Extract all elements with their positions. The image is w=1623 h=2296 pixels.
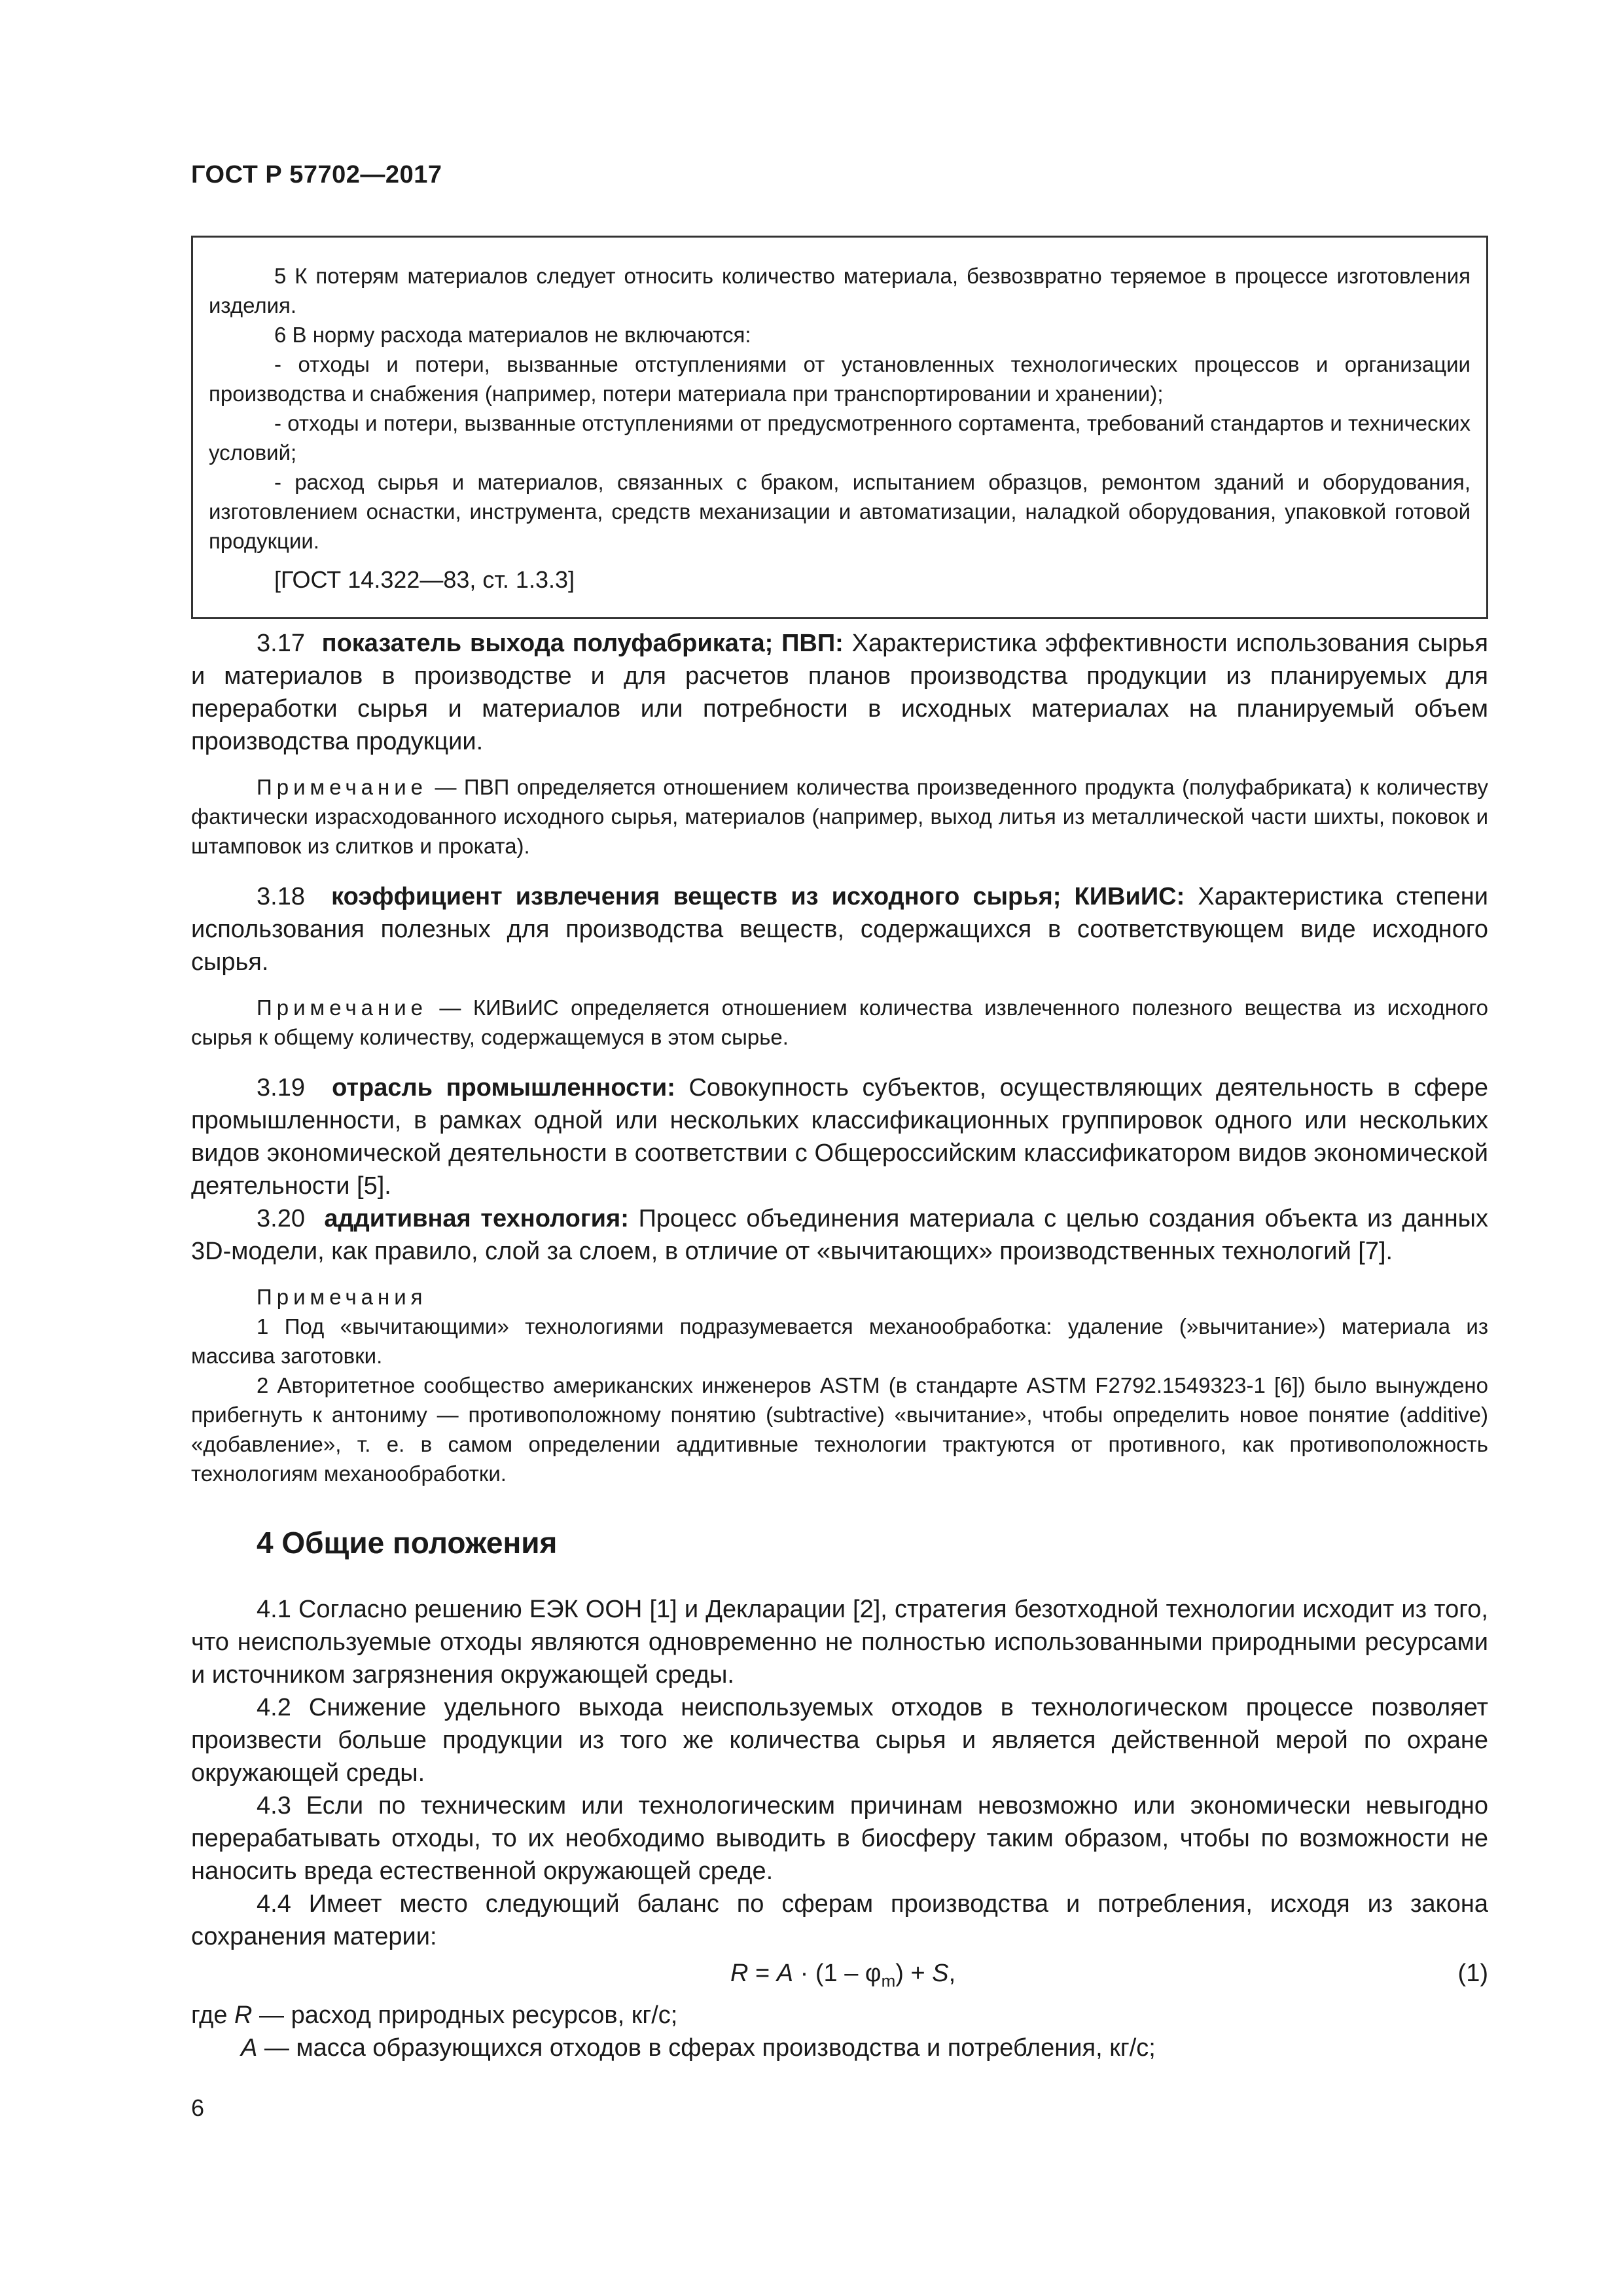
- term-number: 3.20: [257, 1205, 305, 1232]
- where-line-a: [191, 2032, 1488, 2064]
- note-label: Примечание: [257, 996, 428, 1020]
- notes-label: Примечания: [257, 1285, 427, 1309]
- term-title: отрасль промышленности:: [332, 1074, 675, 1102]
- note-text: — ПВП определяется отношением количества произведенного продукта (полуфабриката) к количеству фактически израсходованного исходного сырья, материалов (например, выход литья из металлической части шихты, поковок и штамповок из слитков и проката).: [191, 775, 1488, 858]
- where-symbol: A: [241, 2034, 258, 2062]
- term-3-19: [191, 1071, 1488, 1202]
- where-prefix: где: [191, 2001, 235, 2029]
- where-text: — расход природных ресурсов, кг/с;: [252, 2001, 678, 2029]
- note-item: 5 К потерям материалов следует относить количество материала, безвозвратно теряемое в процессе изготовления изделия.: [209, 264, 1471, 317]
- formula-subscript: m: [881, 1971, 896, 1991]
- term-number: 3.19: [257, 1074, 305, 1102]
- note-text: — КИВиИС определяется отношением количества извлеченного полезного вещества из исходного сырья к общему количеству, содержащемуся в этом сырье.: [191, 996, 1488, 1049]
- term-3-20-notes-label: [191, 1282, 1488, 1312]
- formula-end: ,: [948, 1960, 956, 1987]
- note-item: - отходы и потери, вызванные отступлениями от установленных технологических процессов и организации производства и снабжения (например, потери материала при транспортировании и хранении);: [209, 352, 1471, 406]
- note-item: - отходы и потери, вызванные отступлениями от предусмотренного сортамента, требований стандартов и технических условий;: [209, 411, 1471, 465]
- notes-frame: [191, 236, 1488, 619]
- note-label: Примечание: [257, 775, 428, 799]
- formula-symbol-a: A: [776, 1960, 794, 1987]
- term-number: 3.17: [257, 630, 305, 657]
- section-4-heading: 4 Общие положения: [257, 1526, 558, 1560]
- formula-number: (1): [1457, 1960, 1488, 1987]
- note-item: - расход сырья и материалов, связанных с браком, испытанием образцов, ремонтом зданий и оборудования, изготовлением оснастки, инструмента, средств механизации и автоматизации, наладкой оборудования, упаковкой готовой продукции.: [209, 470, 1471, 553]
- term-3-20-note-1: 1 Под «вычитающими» технологиями подразумевается механообработка: удаление (»вычитание») материала из массива заготовки.: [191, 1314, 1488, 1368]
- term-title: аддитивная технология:: [324, 1205, 629, 1232]
- term-number: 3.18: [257, 883, 305, 910]
- main-text: [191, 627, 1488, 2064]
- document-code-header: ГОСТ Р 57702—2017: [191, 161, 442, 188]
- term-definition: Характеристика эффективности использования сырья и материалов в производстве и для расчетов планов производства продукции из планируемых для переработки сырья и материалов или потребности в исходных материалах на планируемый объем производства продукции.: [191, 630, 1488, 755]
- paragraph-4-3: 4.3 Если по техническим или технологическим причинам невозможно или экономически невыгодно перерабатывать отходы, то их необходимо выводить в биосферу таким образом, чтобы по возможности не наносить вреда естественной окружающей среде.: [191, 1792, 1488, 1885]
- citation: [ГОСТ 14.322—83, ст. 1.3.3]: [274, 566, 575, 593]
- term-3-17-note: [191, 772, 1488, 861]
- formula-symbol-s: S: [932, 1960, 949, 1987]
- term-3-20-note-2: 2 Авторитетное сообщество американских инженеров ASTM (в стандарте ASTM F2792.1549323-1 [6]) было вынуждено прибегнуть к антониму — противоположному понятию (subtractive) «вычитание», чтобы определить новое понятие (additive) «добавление», т. е. в самом определении аддитивные технологии трактуются от противного, как противоположность технологиям механообработки.: [191, 1373, 1488, 1486]
- term-3-20: [191, 1202, 1488, 1268]
- formula-expression: [730, 1957, 955, 1998]
- paragraph-4-4: 4.4 Имеет место следующий баланс по сферам производства и потребления, исходя из закона сохранения материи:: [191, 1890, 1488, 1950]
- term-title: коэффициент извлечения веществ из исходного сырья; КИВиИС:: [331, 883, 1185, 910]
- where-line-r: [191, 1999, 1488, 2032]
- formula-1: [191, 1957, 1488, 1994]
- term-definition: Совокупность субъектов, осуществляющих деятельность в сфере промышленности, в рамках одной или нескольких классификационных группировок одного или нескольких видов экономической деятельности в соответствии с Общероссийским классификатором видов экономической деятельности [5].: [191, 1074, 1488, 1200]
- term-title: показатель выхода полуфабриката; ПВП:: [321, 630, 844, 657]
- formula-mid: · (1 – φ: [793, 1960, 882, 1987]
- formula-tail: ) +: [895, 1960, 933, 1987]
- note-item: 6 В норму расхода материалов не включаются:: [274, 323, 751, 347]
- where-text: — масса образующихся отходов в сферах производства и потребления, кг/с;: [257, 2034, 1156, 2062]
- term-3-17: [191, 627, 1488, 758]
- paragraph-4-2: 4.2 Снижение удельного выхода неиспользуемых отходов в технологическом процессе позволяет произвести больше продукции из того же количества сырья и является действенной мерой по охране окружающей среды.: [191, 1694, 1488, 1787]
- paragraph-4-1: 4.1 Согласно решению ЕЭК ООН [1] и Декларации [2], стратегия безотходной технологии исходит из того, что неиспользуемые отходы являются одновременно не полностью использованными природными ресурсами и источником загрязнения окружающей среды.: [191, 1596, 1488, 1689]
- formula-eq: =: [748, 1960, 777, 1987]
- where-symbol: R: [234, 2001, 253, 2029]
- term-definition: Характеристика степени использования полезных для производства веществ, содержащихся в соответствующем виде исходного сырья.: [191, 883, 1488, 976]
- term-3-18-note: [191, 993, 1488, 1052]
- page-number: 6: [191, 2094, 205, 2121]
- term-3-18: [191, 880, 1488, 978]
- term-definition: Процесс объединения материала с целью создания объекта из данных 3D-модели, как правило, слой за слоем, в отличие от «вычитающих» производственных технологий [7].: [191, 1205, 1488, 1265]
- formula-symbol-r: R: [730, 1960, 749, 1987]
